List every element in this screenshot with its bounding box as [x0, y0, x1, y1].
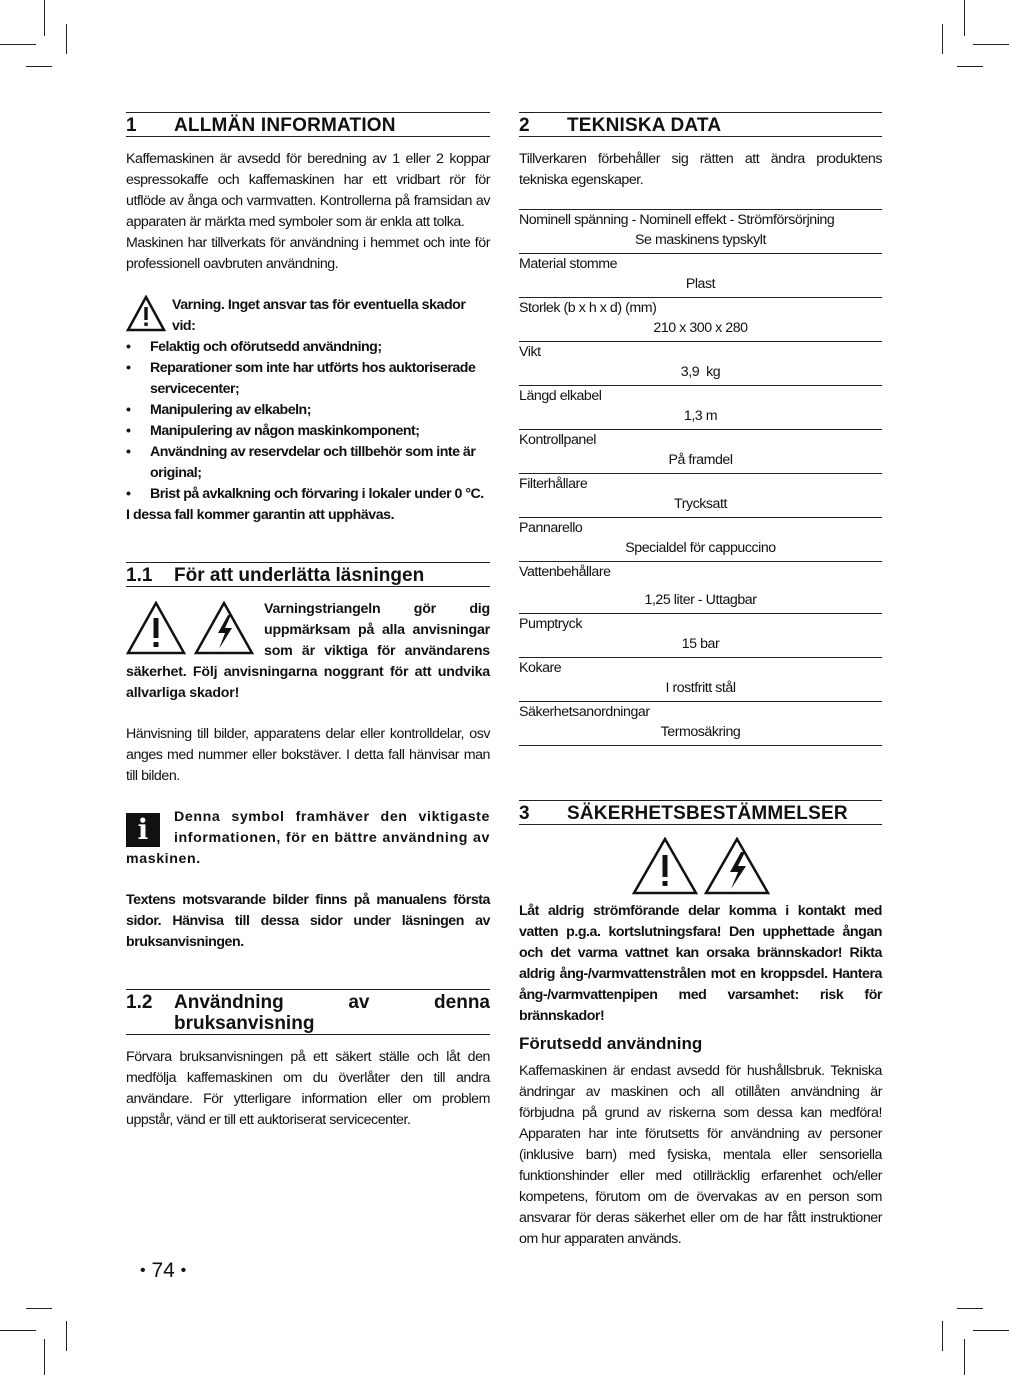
warning-list [126, 337, 490, 505]
crop-mark [66, 1321, 67, 1351]
row-value: På framdel [668, 452, 733, 468]
section-title: För att underlätta läsningen [174, 565, 425, 586]
section-1-2-heading [126, 989, 490, 1035]
warning-triangle-icon [632, 837, 698, 895]
crop-mark [964, 1339, 965, 1375]
crop-mark [44, 0, 45, 36]
table-row [519, 474, 882, 518]
crop-mark [942, 24, 943, 54]
crop-mark [0, 44, 36, 45]
row-value: Trycksatt [674, 496, 727, 512]
table-row [519, 614, 882, 658]
table-row [519, 386, 882, 430]
paragraph: Förvara bruksanvisningen på ett säkert ställe och låt den medfölja kaffemaskinen om du överlåter den till andra användare. För ytterligare information eller om problem uppstår, vänd er till ett auktoriserat servicecenter. [126, 1049, 490, 1128]
crop-mark [26, 66, 52, 67]
row-label: Storlek (b x h x d) (mm) [519, 300, 657, 316]
table-row [519, 430, 882, 474]
crop-mark [44, 1339, 45, 1375]
row-value: 1,25 liter - Uttagbar [644, 592, 757, 608]
warning-closing: I dessa fall kommer garantin att upphävas. [126, 507, 395, 523]
row-value: 15 bar [681, 636, 720, 652]
row-value: 3,9 kg [680, 364, 721, 380]
row-value: 1,3 m [683, 408, 718, 424]
list-item: • Manipulering av elkabeln; [126, 402, 311, 418]
row-value: Plast [685, 276, 716, 292]
warning-text: Varning. Inget ansvar tas för eventuella skador vid: [172, 297, 466, 334]
crop-mark [0, 1330, 36, 1331]
crop-mark [957, 66, 983, 67]
paragraph: Kaffemaskinen är endast avsedd för hushållsbruk. Tekniska ändringar av maskinen och all otillåten användning är förbjudna på grund av riskerna som dessa kan medföra! Apparaten har inte förutsetts för användning av personer (inklusive barn) med fysiska, mentala eller sensoriella funktionshinder eller med otillräcklig erfarenhet och/eller kompetens, förutom om de övervakas av en person som ansvarar för deras säkerhet eller om de har fått instruktioner om hur apparaten används. [519, 1063, 882, 1247]
section-title: Användning av denna bruksanvisning [174, 992, 490, 1034]
section-2-heading [519, 112, 882, 137]
section-title: TEKNISKA DATA [567, 115, 722, 136]
section-3-heading [519, 800, 882, 825]
electric-shock-icon [194, 601, 254, 655]
section-title: SÄKERHETSBESTÄMMELSER [567, 803, 848, 824]
section-1-heading [126, 112, 490, 137]
crop-mark [973, 1330, 1009, 1331]
warning-triangle-icon [126, 295, 166, 333]
info-icon: i [126, 813, 160, 847]
row-value: Termosäkring [660, 724, 741, 740]
tech-data-table [519, 209, 882, 746]
section-number: 1 [126, 115, 137, 136]
crop-mark [942, 1321, 943, 1351]
crop-mark [973, 44, 1009, 45]
electric-shock-icon [704, 837, 770, 895]
warning-block [126, 295, 490, 337]
row-label: Längd elkabel [519, 388, 602, 404]
warning-icons [126, 601, 254, 655]
section-number: 2 [519, 115, 530, 136]
crop-mark [957, 1308, 983, 1309]
row-label: Pumptryck [519, 616, 582, 632]
warning-text: Varningstriangeln gör dig uppmärksam på alla anvisningar som är viktiga för användarens säkerhet. Följ anvisningarna noggrant för att undvika allvarliga skador! [126, 601, 490, 701]
warning-icons [519, 837, 882, 895]
warning-text: Låt aldrig strömförande delar komma i kontakt med vatten p.g.a. kortslutningsfara! Den upphettade ångan och det varma vattnet kan orsaka brännskador! Rikta aldrig ång-/varmvattenstrålen mot en kroppsdel. Hantera ång-/varmvattenpipen med varsamhet: risk för brännskador! [519, 903, 882, 1024]
row-label: Pannarello [519, 520, 583, 536]
paragraph: Kaffemaskinen är avsedd för beredning av 1 eller 2 koppar espressokaffe och kaffemaskinen har ett vridbart rör för utflöde av ånga och varmvatten. Kontrollerna på framsidan av apparaten är märkta med symboler som är enkla att tolka. [126, 151, 490, 230]
table-row [519, 562, 882, 614]
row-value: Se maskinens typskylt [635, 232, 766, 248]
table-row [519, 658, 882, 702]
section-title: ALLMÄN INFORMATION [174, 115, 396, 136]
info-block [126, 807, 490, 870]
table-row [519, 342, 882, 386]
row-label: Vattenbehållare [519, 564, 611, 580]
page-number: • 74 • [140, 1259, 187, 1282]
section-number: 1.1 [126, 565, 153, 586]
info-text: Denna symbol framhäver den viktigaste informationen, för en bättre användning av maskinen. [126, 809, 490, 867]
crop-mark [964, 0, 965, 36]
warning-block [126, 599, 490, 704]
left-column [126, 112, 490, 1131]
row-label: Säkerhetsanordningar [519, 704, 650, 720]
table-row [519, 702, 882, 746]
row-label: Vikt [519, 344, 541, 360]
row-value: I rostfritt stål [665, 680, 736, 696]
crop-mark [26, 1308, 52, 1309]
paragraph: Textens motsvarande bilder finns på manualens första sidor. Hänvisa till dessa sidor under läsningen av bruksanvisningen. [126, 892, 490, 950]
row-value: Specialdel för cappuccino [625, 540, 776, 556]
section-number: 1.2 [126, 992, 153, 1013]
list-item: • Användning av reservdelar och tillbehör som inte är original; [126, 444, 476, 481]
subheading: Förutsedd användning [519, 1034, 703, 1053]
table-row [519, 298, 882, 342]
row-label: Material stomme [519, 256, 618, 272]
list-item: • Manipulering av någon maskinkomponent; [126, 423, 420, 439]
paragraph: Hänvisning till bilder, apparatens delar eller kontrolldelar, osv anges med nummer eller bokstäver. I detta fall hänvisar man till bilden. [126, 726, 490, 784]
list-item: • Reparationer som inte har utförts hos auktoriserade servicecenter; [126, 360, 476, 397]
table-row [519, 518, 882, 562]
table-row [519, 210, 882, 254]
row-label: Filterhållare [519, 476, 588, 492]
paragraph: Tillverkaren förbehåller sig rätten att ändra produktens tekniska egenskaper. [519, 151, 882, 188]
row-value: 210 x 300 x 280 [653, 320, 748, 336]
list-item: • Brist på avkalkning och förvaring i lokaler under 0 °C. [126, 486, 484, 502]
section-1-1-heading [126, 562, 490, 587]
table-row [519, 254, 882, 298]
right-column [519, 112, 882, 1250]
paragraph: Maskinen har tillverkats för användning i hemmet och inte för professionell oavbruten användning. [126, 235, 490, 272]
row-label: Nominell spänning - Nominell effekt - Strömförsörjning [519, 212, 835, 228]
crop-mark [66, 24, 67, 54]
row-label: Kontrollpanel [519, 432, 596, 448]
row-label: Kokare [519, 660, 562, 676]
list-item: • Felaktig och oförutsedd användning; [126, 339, 382, 355]
section-number: 3 [519, 803, 530, 824]
warning-triangle-icon [126, 601, 186, 655]
